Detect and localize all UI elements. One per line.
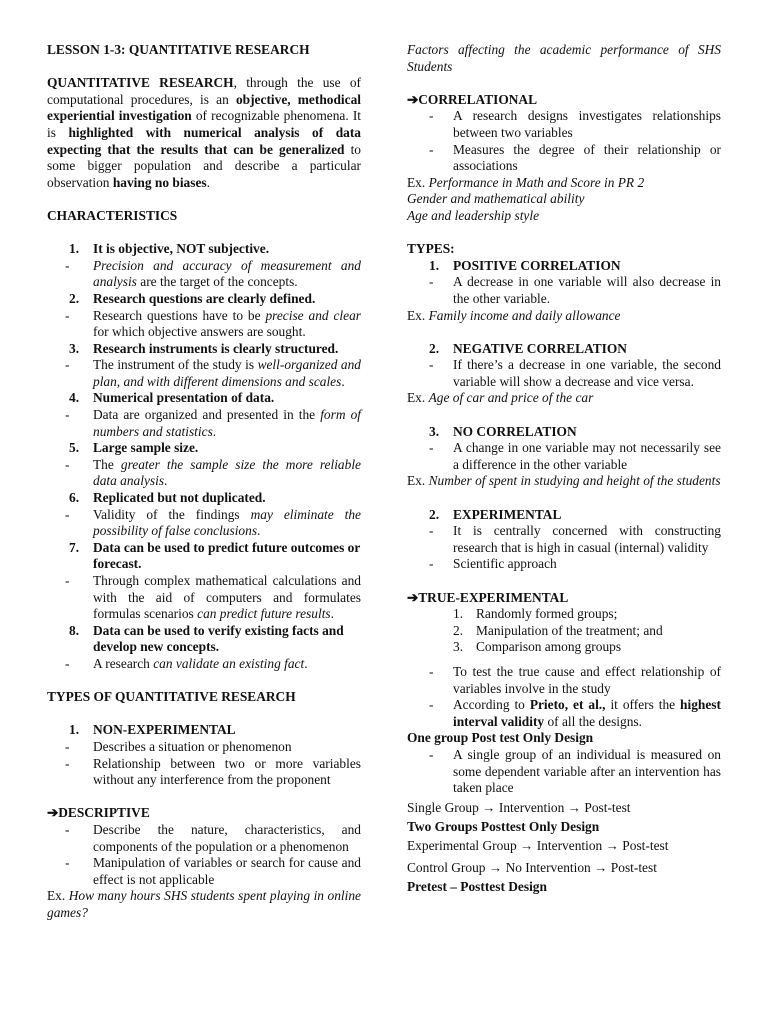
bold-text: objective, methodical experiential investigation	[47, 91, 362, 124]
text-segment: , through the use of computational procedures, is an	[47, 75, 361, 107]
text-segment: Research questions have to be	[93, 307, 266, 323]
item-text: Comparison among groups	[476, 639, 622, 655]
item-text	[453, 274, 721, 307]
item-number: 8.	[69, 622, 80, 638]
item-number: 5.	[69, 440, 80, 456]
characteristic-title: Research questions are clearly defined.	[93, 290, 316, 306]
characteristic-item	[47, 291, 361, 308]
true-experimental-numbered	[407, 606, 721, 656]
italic-text: may eliminate the possibility of false conclusions	[93, 506, 361, 539]
text-segment: The	[93, 456, 121, 472]
right-column	[407, 42, 721, 896]
list-item	[407, 108, 721, 141]
correlation-example	[407, 473, 721, 490]
correlation-type-heading	[407, 424, 721, 441]
list-item	[47, 855, 361, 888]
list-item	[407, 664, 721, 697]
left-column	[47, 42, 361, 921]
item-number: 2.	[453, 622, 464, 638]
text-segment: it offers the	[605, 697, 681, 713]
correlation-type-title: NEGATIVE CORRELATION	[453, 340, 627, 356]
descriptive-heading	[47, 805, 361, 822]
text-segment: .	[304, 655, 308, 671]
item-text	[93, 573, 361, 623]
characteristic-title: Numerical presentation of data.	[93, 390, 275, 406]
item-number: 2.	[69, 290, 80, 306]
bold-text: highlighted with numerical analysis of data expecting that the results that can be generalized	[47, 124, 361, 157]
characteristic-title: Data can be used to predict future outcomes or forecast.	[93, 539, 361, 572]
text-segment: If there’s a decrease in one variable, the second variable will show a decrease and vice versa	[453, 357, 721, 389]
item-text: A single group of an individual is measured on some dependent variable after an intervention has taken place	[453, 746, 721, 796]
list-item	[47, 507, 361, 540]
dash-bullet: -	[429, 141, 434, 157]
italic-text: Precision and accuracy of measurement and analysis	[93, 257, 361, 290]
list-item	[407, 142, 721, 175]
section-number: 1.	[69, 722, 80, 738]
dash-bullet: -	[429, 746, 434, 762]
bold-text: having no biases	[112, 174, 207, 190]
text-segment: .	[257, 523, 261, 539]
dash-bullet: -	[65, 257, 70, 273]
characteristics-heading: CHARACTERISTICS	[47, 207, 178, 223]
text-segment: A research	[93, 655, 154, 671]
text-segment: are the target of the concepts.	[136, 274, 298, 290]
italic-text: form of numbers and statistics	[93, 407, 362, 439]
example-prefix: Ex.	[407, 473, 429, 489]
text-segment: .	[546, 290, 551, 306]
experimental-heading	[407, 507, 721, 524]
numbered-item	[407, 606, 721, 623]
dash-bullet: -	[65, 407, 70, 423]
item-number: 1.	[69, 241, 80, 257]
true-experimental-title: TRUE-EXPERIMENTAL	[418, 589, 569, 605]
text-segment: Validity of the findings	[93, 506, 251, 522]
non-experimental-list	[47, 739, 361, 789]
item-text	[93, 457, 361, 490]
item-text	[453, 357, 721, 390]
characteristic-title: It is objective, NOT subjective.	[93, 241, 270, 257]
item-text: Measures the degree of their relationship or associations	[453, 141, 721, 174]
italic-text: well-organized and plan, and with different dimensions and scales	[93, 357, 361, 389]
correlation-example	[407, 390, 721, 407]
characteristic-item	[47, 241, 361, 258]
numbered-item	[407, 623, 721, 640]
text-segment: A decrease in one variable will also decrease in the other variable	[453, 274, 721, 306]
correlation-type-title: POSITIVE CORRELATION	[453, 257, 621, 273]
item-number: 7.	[69, 539, 80, 555]
text-segment: .	[212, 423, 217, 439]
item-text	[93, 258, 361, 291]
example-prefix: Ex.	[407, 390, 429, 406]
characteristic-title: Replicated but not duplicated.	[93, 490, 266, 506]
dash-bullet: -	[65, 655, 70, 671]
dash-bullet: -	[65, 573, 70, 588]
example-prefix: Ex.	[47, 888, 69, 904]
list-item	[47, 573, 361, 623]
dash-bullet: -	[65, 738, 70, 754]
text-segment: of all the designs	[544, 713, 639, 729]
section-title: NON-EXPERIMENTAL	[93, 722, 236, 738]
one-group-flow: Single Group → Intervention → Post-test	[407, 799, 631, 815]
text-segment: A change in one variable may not necessarily see a difference in the other variable	[453, 440, 721, 472]
pretest-posttest-title: Pretest – Posttest Design	[407, 879, 547, 895]
correlation-example	[407, 308, 721, 325]
list-item	[47, 357, 361, 390]
item-number: 1.	[429, 257, 440, 273]
two-groups-design-title: Two Groups Posttest Only Design	[407, 818, 600, 834]
characteristic-item	[47, 341, 361, 358]
one-group-design-title: One group Post test Only Design	[407, 730, 594, 746]
descriptive-example-continued	[407, 42, 721, 75]
item-number: 4.	[69, 390, 80, 406]
example-text: Number of spent in studying and height of the students	[428, 473, 721, 489]
italic-text: greater the sample size the more reliable data analysis	[93, 456, 361, 489]
characteristic-item	[47, 390, 361, 407]
example-text: Performance in Math and Score in PR 2	[428, 174, 645, 190]
dash-bullet: -	[429, 523, 434, 539]
example-text: Family income and daily allowance	[428, 307, 621, 323]
characteristic-title: Research instruments is clearly structured.	[93, 340, 339, 356]
dash-bullet: -	[429, 274, 434, 290]
example-prefix: Ex.	[407, 174, 429, 190]
characteristic-title: Large sample size.	[93, 440, 199, 456]
example-text: How many hours SHS students spent playing in online games?	[47, 888, 361, 920]
item-text	[93, 357, 361, 390]
text-segment: .	[206, 174, 210, 190]
dash-bullet: -	[429, 697, 434, 713]
italic-text: can predict future results	[197, 606, 331, 622]
list-item	[407, 556, 721, 573]
dash-bullet: -	[65, 855, 70, 871]
dash-bullet: -	[429, 357, 434, 373]
list-item	[47, 407, 361, 440]
spacer	[407, 324, 721, 341]
example-text: Factors affecting the academic performance of SHS Students	[407, 42, 721, 74]
item-number: 3.	[453, 639, 464, 655]
dash-bullet: -	[429, 556, 434, 572]
text-segment: .	[690, 373, 694, 389]
characteristic-item	[47, 490, 361, 507]
dash-bullet: -	[429, 663, 434, 679]
item-text	[93, 308, 361, 341]
correlational-list	[407, 108, 721, 174]
correlation-types	[407, 258, 721, 490]
spacer	[407, 407, 721, 424]
characteristic-item	[47, 540, 361, 573]
example-prefix: Ex.	[407, 307, 429, 323]
item-number: 3.	[429, 423, 440, 439]
item-text	[93, 407, 361, 440]
dash-bullet: -	[65, 456, 70, 472]
item-text: Manipulation of variables or search for cause and effect is not applicable	[93, 855, 361, 887]
item-number: 3.	[69, 340, 80, 356]
text-segment: According to	[453, 697, 530, 713]
item-text: Describe the nature, characteristics, and components of the population or a phenomenon	[93, 821, 361, 854]
item-text: To test the true cause and effect relationship of variables involve in the study	[453, 663, 721, 696]
item-text: A research designs investigates relationships between two variables	[453, 108, 721, 140]
example-text: Age and leadership style	[407, 207, 540, 223]
list-item	[47, 739, 361, 756]
experimental-group-flow: Experimental Group → Intervention → Post-test	[407, 838, 669, 854]
descriptive-title: DESCRIPTIVE	[58, 805, 150, 821]
item-text: Scientific approach	[453, 556, 557, 572]
correlational-heading	[407, 92, 721, 109]
item-number: 6.	[69, 490, 80, 506]
item-text: Randomly formed groups;	[476, 606, 618, 622]
correlational-example-3	[407, 208, 721, 225]
text-segment: of recognizable phenomena. It is	[47, 108, 361, 140]
characteristic-item	[47, 623, 361, 656]
text-segment: .	[638, 713, 642, 729]
text-segment: .	[164, 473, 168, 489]
list-item	[407, 697, 721, 730]
italic-text: can validate an existing fact	[153, 655, 305, 671]
characteristics-list	[47, 241, 361, 672]
item-text: Describes a situation or phenomenon	[93, 738, 292, 754]
characteristic-title: Data can be used to verify existing facts and develop new concepts.	[93, 622, 344, 655]
list-item	[47, 656, 361, 673]
correlation-type-heading	[407, 341, 721, 358]
intro-paragraph	[47, 75, 361, 191]
correlation-type-heading	[407, 258, 721, 275]
item-number: 1.	[453, 606, 464, 622]
characteristic-item	[47, 440, 361, 457]
bold-text: QUANTITATIVE RESEARCH	[47, 75, 234, 91]
example-text: Gender and mathematical ability	[407, 191, 585, 207]
types-label: TYPES:	[407, 241, 455, 257]
arrow-right-icon: ➔	[407, 91, 419, 107]
list-item	[47, 308, 361, 341]
text-segment: .	[341, 373, 345, 389]
descriptive-example	[47, 888, 361, 921]
section-number: 2.	[429, 506, 440, 522]
text-segment: The instrument of the study is	[93, 357, 258, 373]
list-item	[47, 457, 361, 490]
text-segment: Through complex mathematical calculations and with the aid of computers and formulates formulas scenarios	[93, 573, 361, 622]
text-segment: to some bigger population and describe a particular observation	[47, 141, 361, 190]
text-segment: for which objective answers are sought.	[93, 324, 306, 340]
dash-bullet: -	[65, 307, 70, 323]
bold-text: Prieto, et al.,	[529, 697, 606, 713]
item-text: Relationship between two or more variables without any interference from the proponent	[93, 755, 361, 788]
correlation-type-title: NO CORRELATION	[453, 423, 577, 439]
item-text	[93, 507, 361, 540]
section-title: EXPERIMENTAL	[453, 506, 562, 522]
list-item	[407, 440, 721, 473]
arrow-right-icon: ➔	[47, 805, 59, 821]
dash-bullet: -	[429, 440, 434, 456]
list-item	[407, 357, 721, 390]
item-text	[453, 697, 721, 730]
true-experimental-heading	[407, 590, 721, 607]
non-experimental-heading	[47, 722, 361, 739]
experimental-list	[407, 523, 721, 573]
types-heading: TYPES OF QUANTITATIVE RESEARCH	[47, 689, 296, 705]
dash-bullet: -	[65, 506, 70, 522]
list-item	[47, 258, 361, 291]
item-number: 2.	[429, 340, 440, 356]
item-text: It is centrally concerned with constructing research that is high in casual (internal) validity	[453, 523, 721, 555]
text-segment: .	[330, 606, 334, 622]
italic-text: precise and clear	[265, 307, 362, 323]
dash-bullet: -	[65, 755, 70, 771]
list-item	[407, 747, 721, 797]
correlational-example-1	[407, 175, 721, 192]
bold-text: highest interval validity	[453, 697, 721, 729]
list-item	[407, 274, 721, 307]
control-group-flow: Control Group → No Intervention → Post-test	[407, 860, 657, 876]
lesson-title: LESSON 1-3: QUANTITATIVE RESEARCH	[47, 42, 310, 57]
dash-bullet: -	[65, 821, 70, 837]
correlational-example-2	[407, 191, 721, 208]
list-item	[47, 822, 361, 855]
numbered-item	[407, 639, 721, 656]
arrow-right-icon: ➔	[407, 589, 419, 605]
dash-bullet: -	[65, 357, 70, 373]
text-segment: Data are organized and presented in the	[93, 407, 321, 423]
list-item	[407, 523, 721, 556]
item-text	[93, 656, 361, 673]
list-item	[47, 756, 361, 789]
correlational-title: CORRELATIONAL	[418, 91, 538, 107]
example-text: Age of car and price of the car	[428, 390, 594, 406]
dash-bullet: -	[429, 108, 434, 124]
item-text	[453, 440, 721, 473]
descriptive-list	[47, 822, 361, 888]
item-text: Manipulation of the treatment; and	[476, 622, 663, 638]
